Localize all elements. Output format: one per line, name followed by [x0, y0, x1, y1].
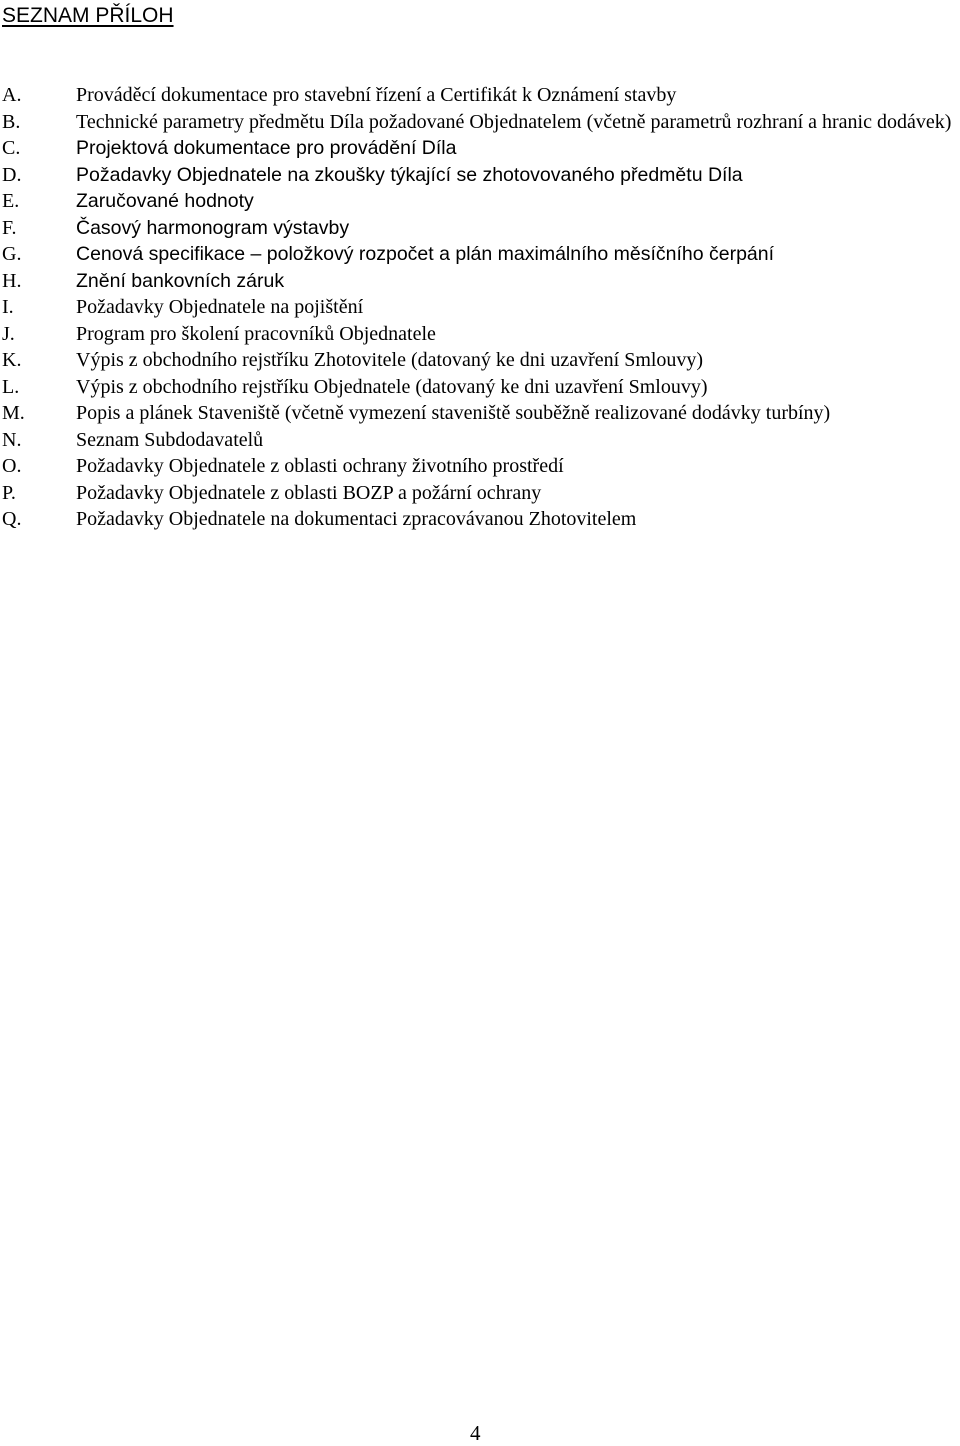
annex-letter: O. — [2, 455, 22, 477]
page-title: SEZNAM PŘÍLOH — [2, 4, 174, 27]
annex-item — [0, 400, 958, 427]
annex-item — [0, 347, 958, 374]
annex-item — [0, 215, 958, 242]
annex-item — [0, 162, 958, 189]
annex-title: Technické parametry předmětu Díla požadované Objednatelem (včetně parametrů rozhraní a hranic dodávek) — [76, 110, 952, 133]
annex-title: Projektová dokumentace pro provádění Díla — [76, 137, 457, 159]
annex-letter: M. — [2, 402, 25, 424]
annex-letter: P. — [2, 481, 16, 504]
annex-letter: K. — [2, 349, 22, 371]
annex-title: Časový harmonogram výstavby — [76, 216, 350, 239]
annex-title: Cenová specifikace – položkový rozpočet a plán maximálního měsíčního čerpání — [76, 243, 775, 265]
annex-letter: D. — [2, 163, 22, 186]
annex-list — [0, 82, 958, 533]
annex-item — [0, 321, 958, 348]
annex-letter: B. — [2, 110, 21, 133]
annex-title: Požadavky Objednatele z oblasti BOZP a požární ochrany — [76, 481, 542, 504]
annex-item — [0, 453, 958, 480]
page-number: 4 — [470, 1421, 481, 1445]
annex-title: Prováděcí dokumentace pro stavební řízení a Certifikát k Oznámení stavby — [76, 84, 677, 106]
annex-item — [0, 480, 958, 507]
annex-title: Výpis z obchodního rejstříku Zhotovitele (datovaný ke dni uzavření Smlouvy) — [76, 349, 704, 371]
annex-title: Popis a plánek Staveniště (včetně vymezení staveniště souběžně realizované dodávky turbíny) — [76, 402, 831, 424]
annex-title: Seznam Subdodavatelů — [76, 428, 264, 451]
annex-item — [0, 268, 958, 295]
annex-letter: F. — [2, 216, 17, 239]
annex-letter: A. — [2, 84, 22, 106]
annex-letter: H. — [2, 269, 22, 292]
annex-title: Program pro školení pracovníků Objednatele — [76, 322, 436, 345]
annex-title: Znění bankovních záruk — [76, 269, 285, 292]
annex-item — [0, 294, 958, 321]
annex-title: Požadavky Objednatele na pojištění — [76, 296, 364, 318]
annex-item — [0, 135, 958, 162]
annex-item — [0, 109, 958, 136]
annex-title: Zaručované hodnoty — [76, 190, 254, 212]
annex-title: Požadavky Objednatele na zkoušky týkající se zhotovovaného předmětu Díla — [76, 163, 743, 186]
annex-letter: J. — [2, 322, 15, 345]
annex-item — [0, 188, 958, 215]
annex-item — [0, 241, 958, 268]
annex-title: Požadavky Objednatele na dokumentaci zpracovávanou Zhotovitelem — [76, 508, 637, 530]
annex-letter: L. — [2, 375, 20, 398]
annex-item — [0, 427, 958, 454]
annex-letter: E. — [2, 190, 20, 212]
annex-letter: I. — [2, 296, 14, 318]
annex-letter: N. — [2, 428, 22, 451]
annex-item — [0, 374, 958, 401]
annex-title: Požadavky Objednatele z oblasti ochrany životního prostředí — [76, 455, 564, 477]
annex-letter: Q. — [2, 508, 22, 530]
annex-item — [0, 82, 958, 109]
annex-item — [0, 506, 958, 533]
annex-letter: G. — [2, 243, 22, 265]
annex-letter: C. — [2, 137, 21, 159]
annex-title: Výpis z obchodního rejstříku Objednatele (datovaný ke dni uzavření Smlouvy) — [76, 375, 708, 398]
